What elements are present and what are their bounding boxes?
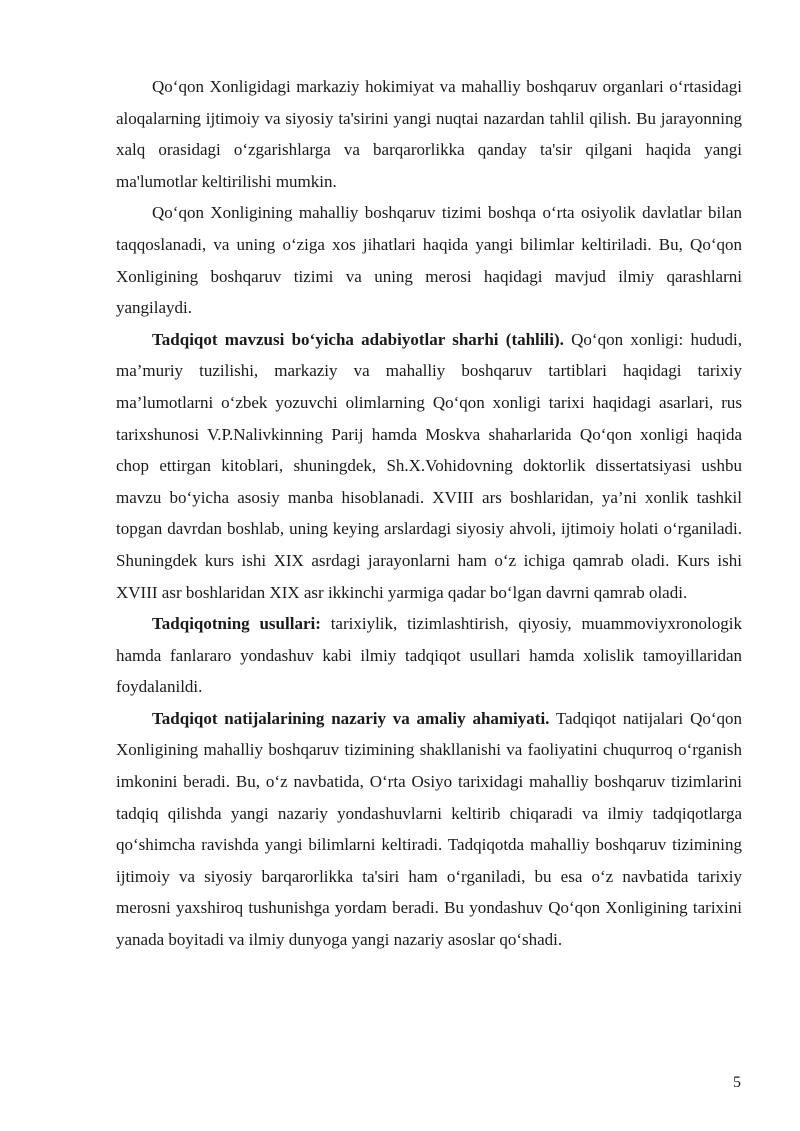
significance-text: Tadqiqot natijalari Qo‘qon Xonligining mahalliy boshqaruv tizimining shakllanishi va faoliyatini chuqurroq o‘rganish imkonini beradi. Bu, o‘z navbatida, O‘rta Osiyo tarixidagi mahalliy boshqaruv tizimlarini tadqiq qilishda yangi nazariy yondashuvlarni keltirib chiqaradi va ilmiy tadqiqotlarga qo‘shimcha ravishda yangi bilimlarni keltiradi. Tadqiqotda mahalliy boshqaruv tizimining ijtimoiy va siyosiy barqarorlikka ta'siri ham o‘rganiladi, bu esa o‘z navbatida tarixiy merosni yaxshiroq tushunishga yordam beradi. Bu yondashuv Qo‘qon Xonligining tarixini yanada boyitadi va ilmiy dunyoga yangi nazariy asoslar qo‘shadi.: [116, 708, 743, 950]
paragraph-methods: [116, 608, 742, 703]
literature-review-heading: Tadqiqot mavzusi bo‘yicha adabiyotlar sharhi (tahlili).: [152, 329, 564, 349]
paragraph-1: [116, 71, 742, 197]
methods-heading: Tadqiqotning usullari:: [152, 614, 321, 634]
paragraph-1-text: Qo‘qon Xonligidagi markaziy hokimiyat va mahalliy boshqaruv organlari o‘rtasidagi aloqalarning ijtimoiy va siyosiy ta'sirini yangi nuqtai nazardan tahlil qilish. Bu jarayonning xalq orasidagi o‘zgarishlarga va barqarorlikka qanday ta'sir qilgani haqida yangi ma'lumotlar keltirilishi mumkin.: [116, 77, 742, 191]
paragraph-2-text: Qo‘qon Xonligining mahalliy boshqaruv tizimi boshqa o‘rta osiyolik davlatlar bilan taqqoslanadi, va uning o‘ziga xos jihatlari haqida yangi bilimlar keltiriladi. Bu, Qo‘qon Xonligining boshqaruv tizimi va uning merosi haqidagi mavjud ilmiy qarashlarni yangilaydi.: [116, 203, 742, 318]
significance-heading: Tadqiqot natijalarining nazariy va amaliy ahamiyati.: [152, 708, 550, 728]
paragraph-literature-review: [116, 324, 742, 608]
page-number: 5: [733, 1074, 741, 1091]
literature-review-text: Qo‘qon xonligi: hududi, ma’muriy tuzilishi, markaziy va mahalliy boshqaruv tartiblari haqidagi tarixiy ma’lumotlarni o‘zbek yozuvchi olimlarning Qo‘qon xonligi tarixi haqidagi asarlari, rus tarixshunosi V.P.Nalivkinning Parij hamda Moskva shaharlarida Qo‘qon xonligi haqida chop ettirgan kitoblari, shuningdek, Sh.X.Vohidovning doktorlik dissertatsiyasi ushbu mavzu bo‘yicha asosiy manba hisoblanadi. XVIII ars boshlaridan, ya’ni xonlik tashkil topgan davrdan boshlab, uning keying arslardagi siyosiy ahvoli, ijtimoiy holati o‘rganiladi. Shuningdek kurs ishi XIX asrdagi jarayonlarni ham o‘z ichiga qamrab oladi. Kurs ishi XVIII asr boshlaridan XIX asr ikkinchi yarmiga qadar bo‘lgan davrni qamrab oladi.: [116, 329, 742, 602]
methods-text: tarixiylik, tizimlashtirish, qiyosiy, muammoviyxronologik hamda fanlararo yondashuv kabi ilmiy tadqiqot usullari hamda xolislik tamoyillaridan foydalanildi.: [116, 614, 742, 697]
paragraph-2: [116, 197, 742, 323]
paragraph-significance: [116, 703, 742, 956]
body-text: [116, 71, 742, 956]
